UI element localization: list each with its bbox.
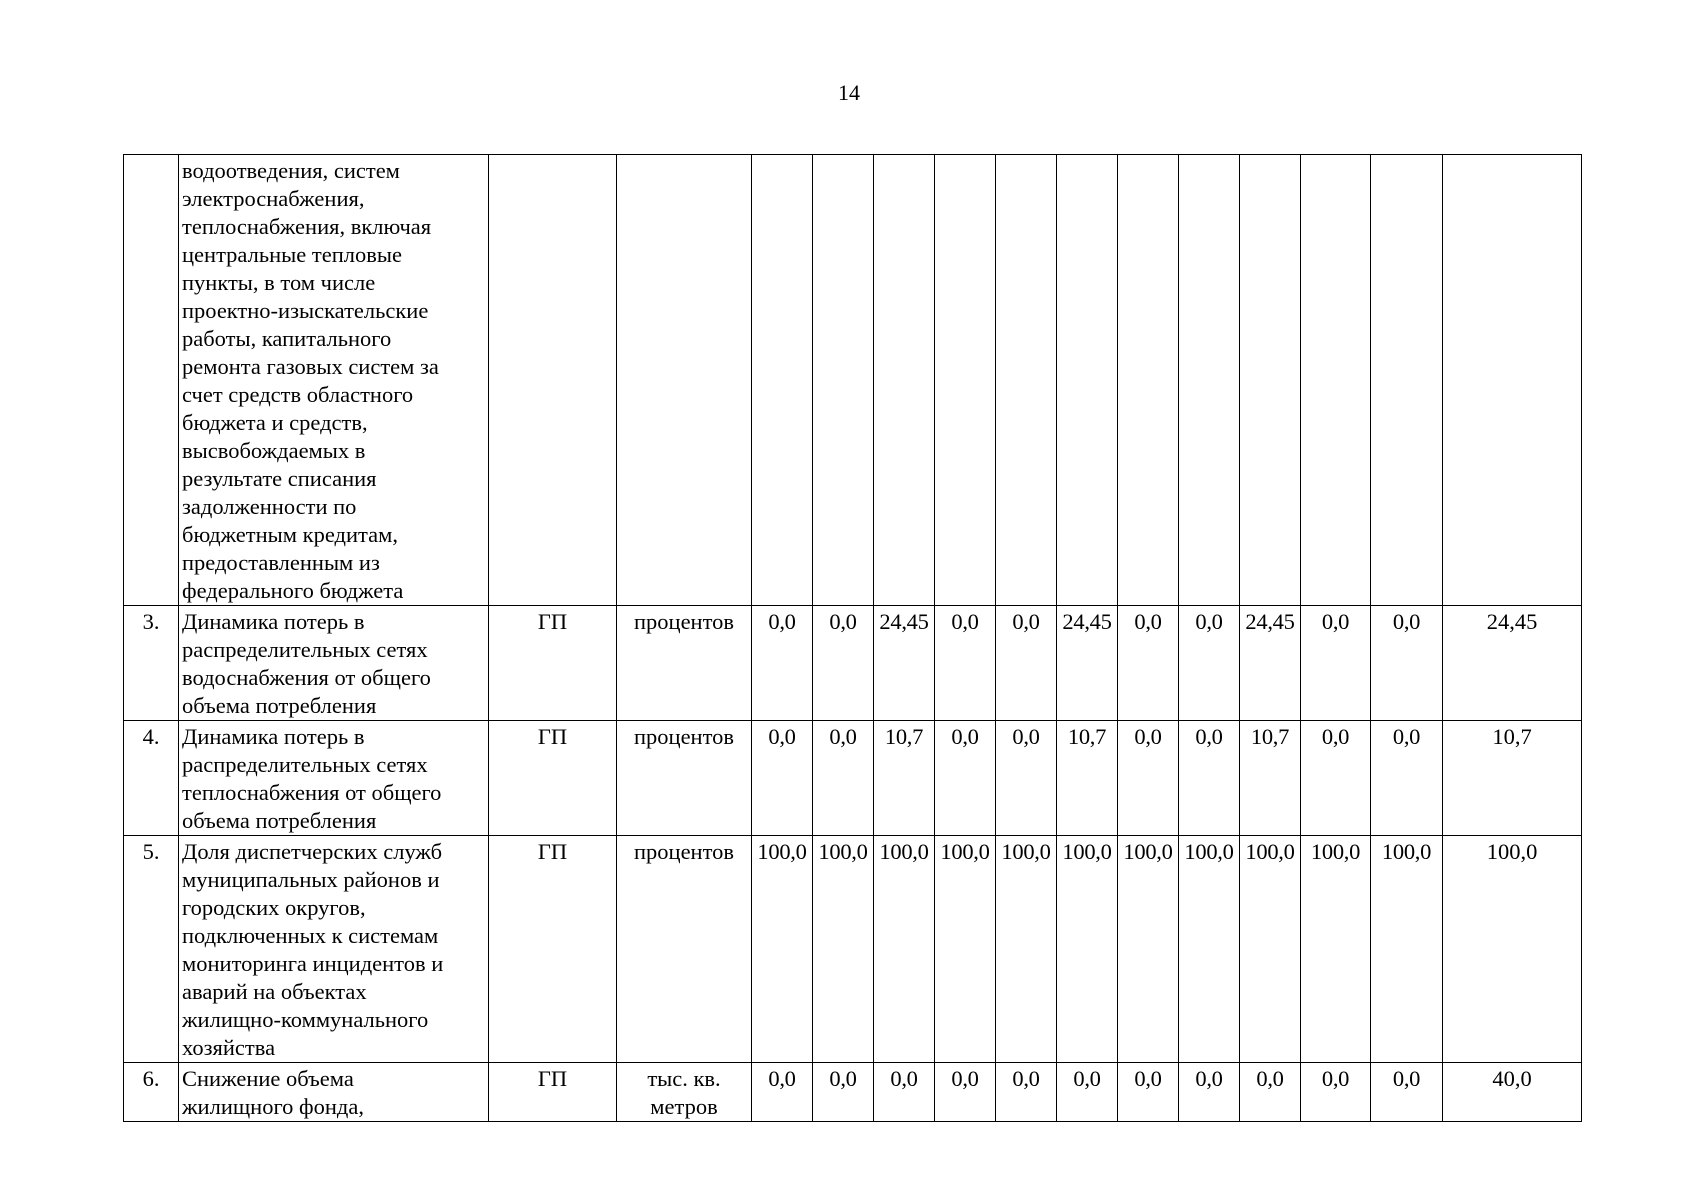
indicator-name-line: проектно-изыскательские [182,298,429,323]
indicator-name [179,1063,489,1122]
indicator-value: 100,0 [1179,836,1240,1063]
program-code: ГП [489,1063,617,1122]
indicator-name-line: счет средств областного [182,382,414,407]
indicator-value: 0,0 [1371,606,1443,721]
indicator-name-line: жилищного фонда, [182,1094,364,1119]
indicator-name [179,721,489,836]
indicator-value: 0,0 [813,606,874,721]
indicator-value: 0,0 [1240,1063,1301,1122]
indicator-name-line: ремонта газовых систем за [182,354,439,379]
indicator-value [996,155,1057,606]
indicator-name-line: объема потребления [182,808,377,833]
table-row [124,721,1582,836]
indicator-name-line: бюджета и средств, [182,410,368,435]
indicator-value: 0,0 [935,721,996,836]
table-row [124,1063,1582,1122]
indicator-name-line: водоотведения, систем [182,158,400,183]
table-row [124,606,1582,721]
indicator-value: 100,0 [813,836,874,1063]
indicator-value: 0,0 [752,721,813,836]
indicator-name-line: центральные тепловые [182,242,402,267]
indicator-name-line: подключенных к системам [182,923,439,948]
indicator-value [1443,155,1582,606]
indicator-value: 0,0 [1118,721,1179,836]
program-code: ГП [489,836,617,1063]
program-code: ГП [489,606,617,721]
indicator-name-line: Доля диспетчерских служб [182,839,443,864]
indicator-value: 100,0 [996,836,1057,1063]
indicator-value [1057,155,1118,606]
indicator-value: 0,0 [1179,721,1240,836]
unit-of-measure: процентов [617,606,752,721]
indicator-value: 0,0 [1301,606,1371,721]
indicator-name-line: хозяйства [182,1035,276,1060]
indicator-name-line: результате списания [182,466,377,491]
indicator-name [179,155,489,606]
indicator-value: 10,7 [874,721,935,836]
indicator-value [1240,155,1301,606]
indicator-name-line: мониторинга инцидентов и [182,951,444,976]
indicator-name-line: работы, капитального [182,326,392,351]
indicator-value: 100,0 [1301,836,1371,1063]
indicator-value: 0,0 [1179,606,1240,721]
indicator-value: 10,7 [1057,721,1118,836]
unit-of-measure: процентов [617,836,752,1063]
indicator-name-line: муниципальных районов и [182,867,440,892]
indicator-value: 100,0 [1240,836,1301,1063]
indicator-name-line: высвобождаемых в [182,438,366,463]
row-number: 4. [124,721,179,836]
indicator-value: 0,0 [874,1063,935,1122]
indicator-value: 0,0 [935,1063,996,1122]
indicator-value: 0,0 [1371,721,1443,836]
indicator-value: 100,0 [1443,836,1582,1063]
indicator-name-line: предоставленным из [182,550,380,575]
indicator-name-line: бюджетным кредитам, [182,522,398,547]
row-number [124,155,179,606]
row-number: 3. [124,606,179,721]
unit-of-measure [617,155,752,606]
indicators-table [123,154,1582,1122]
indicator-name-line: жилищно-коммунального [182,1007,429,1032]
indicator-name-line: задолженности по [182,494,357,519]
indicator-value [1179,155,1240,606]
program-code [489,155,617,606]
indicator-value: 0,0 [813,721,874,836]
indicator-value: 0,0 [1371,1063,1443,1122]
indicator-name-line: распределительных сетях [182,637,428,662]
indicator-name-line: Динамика потерь в [182,609,365,634]
indicator-value: 0,0 [1179,1063,1240,1122]
indicator-value: 0,0 [1301,721,1371,836]
indicator-value: 100,0 [1057,836,1118,1063]
indicator-name-line: Снижение объема [182,1066,354,1091]
indicator-value: 100,0 [1371,836,1443,1063]
program-code: ГП [489,721,617,836]
indicator-value [1371,155,1443,606]
indicator-value: 100,0 [935,836,996,1063]
indicator-value: 0,0 [1118,1063,1179,1122]
indicator-name-line: электроснабжения, [182,186,365,211]
indicator-name-line: аварий на объектах [182,979,367,1004]
indicator-name [179,606,489,721]
indicator-value: 40,0 [1443,1063,1582,1122]
indicator-value: 10,7 [1443,721,1582,836]
indicator-value: 24,45 [1443,606,1582,721]
table-body [124,155,1582,1122]
table-row [124,155,1582,606]
indicator-value: 0,0 [752,1063,813,1122]
page-number: 14 [838,80,860,105]
indicator-name-line: Динамика потерь в [182,724,365,749]
row-number: 5. [124,836,179,1063]
indicator-name-line: теплоснабжения, включая [182,214,432,239]
indicator-value [935,155,996,606]
indicator-value [1301,155,1371,606]
indicator-name-line: городских округов, [182,895,366,920]
indicator-value: 0,0 [813,1063,874,1122]
indicator-name-line: распределительных сетях [182,752,428,777]
indicator-value: 100,0 [874,836,935,1063]
indicator-name-line: пункты, в том числе [182,270,376,295]
indicator-value [813,155,874,606]
indicator-value: 0,0 [1057,1063,1118,1122]
row-number: 6. [124,1063,179,1122]
indicator-value: 100,0 [1118,836,1179,1063]
indicator-name-line: водоснабжения от общего [182,665,431,690]
table-row [124,836,1582,1063]
indicator-value: 0,0 [996,1063,1057,1122]
indicator-value [1118,155,1179,606]
indicator-value: 24,45 [1240,606,1301,721]
indicator-value [874,155,935,606]
indicator-name-line: объема потребления [182,693,377,718]
indicator-name-line: теплоснабжения от общего [182,780,442,805]
indicator-value: 0,0 [752,606,813,721]
indicator-value: 0,0 [996,606,1057,721]
unit-of-measure: процентов [617,721,752,836]
indicator-name-line: федерального бюджета [182,578,404,603]
indicator-value: 24,45 [874,606,935,721]
indicator-name [179,836,489,1063]
indicator-value: 10,7 [1240,721,1301,836]
unit-of-measure: тыс. кв. метров [617,1063,752,1122]
indicator-value [752,155,813,606]
indicator-value: 24,45 [1057,606,1118,721]
indicator-value: 0,0 [1301,1063,1371,1122]
indicator-value: 0,0 [935,606,996,721]
indicator-value: 0,0 [996,721,1057,836]
indicator-value: 0,0 [1118,606,1179,721]
indicator-value: 100,0 [752,836,813,1063]
